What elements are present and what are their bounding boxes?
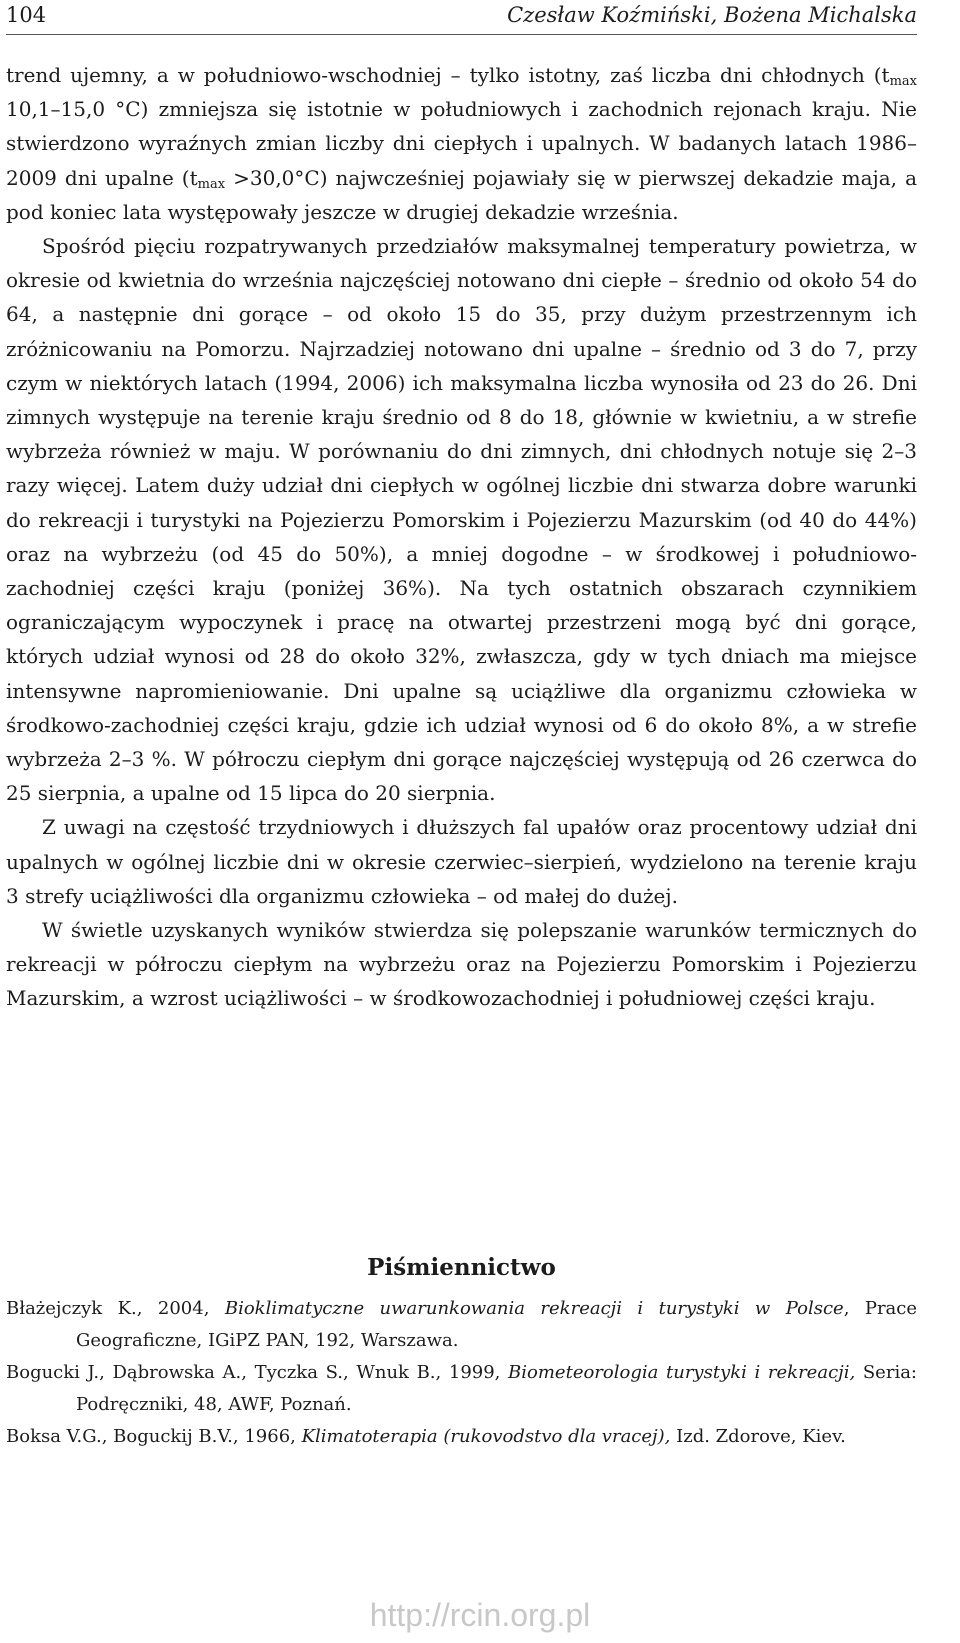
reference-authors: Bogucki J., Dąbrowska A., Tyczka S., Wnuk B., 1999,: [6, 1362, 509, 1383]
paragraph-1-part-b: 10,1–15,0 °C) zmniejsza się istotnie w południowych i zachodnich rejonach kraju. Nie stwierdzono wyraźnych zmian liczby dni ciepłych i upalnych. W badanych latach 1986–2009 dni upalne (t: [6, 97, 917, 190]
reference-publisher: Seria: Podręczniki, 48, AWF, Poznań.: [76, 1362, 917, 1415]
subscript-max: max: [197, 176, 226, 192]
reference-item: [6, 1357, 917, 1421]
reference-publisher: Izd. Zdorove, Kiev.: [670, 1426, 846, 1447]
reference-publisher: , Prace Geograficzne, IGiPZ PAN, 192, Warszawa.: [76, 1298, 918, 1351]
footer-url: http://rcin.org.pl: [369, 1597, 591, 1633]
reference-authors: Błażejczyk K., 2004,: [6, 1298, 225, 1319]
reference-item: [6, 1421, 917, 1453]
paragraph-1-part-c: >30,0°C) najwcześniej pojawiały się w pierwszej dekadzie maja, a pod koniec lata występowały jeszcze w drugiej dekadzie września.: [6, 165, 917, 224]
paragraph-1-part-a: trend ujemny, a w południowo-wschodniej – tylko istotny, zaś liczba dni chłodnych (t: [6, 63, 890, 87]
paragraph-3: Z uwagi na częstość trzydniowych i dłuższych fal upałów oraz procentowy udział dni upalnych w ogólnej liczbie dni w okresie czerwiec–sierpień, wydzielono na terenie kraju 3 strefy uciążliwości dla organizmu człowieka – od małej do dużej.: [6, 815, 917, 908]
subscript-max: max: [889, 74, 917, 89]
running-head: Czesław Koźmiński, Bożena Michalska: [507, 3, 917, 27]
paragraph-2: Spośród pięciu rozpatrywanych przedziałów maksymalnej temperatury powietrza, w okresie od kwietnia do września najczęściej notowano dni ciepłe – średnio od około 54 do 64, a następnie dni gorące – od około 15 do 35, przy dużym przestrzennym ich zróżnicowaniu na Pomorzu. Najrzadziej notowano dni upalne – średnio od 3 do 7, przy czym w niektórych latach (1994, 2006) ich maksymalna liczba wynosiła od 23 do 26. Dni zimnych występuje na terenie kraju średnio od 8 do 18, głównie w kwietniu, a w strefie wybrzeża również w maju. W porównaniu do dni zimnych, dni chłodnych notuje się 2–3 razy więcej. Latem duży udział dni ciepłych w ogólnej liczbie dni stwarza dobre warunki do rekreacji i turystyki na Pojezierzu Pomorskim i Pojezierzu Mazurskim (od 40 do 44%) oraz na wybrzeżu (od 45 do 50%), a mniej dogodne – w środkowej i południowo-zachodniej części kraju (poniżej 36%). Na tych ostatnich obszarach czynnikiem ograniczającym wypoczynek i pracę na otwartej przestrzeni mogą być dni gorące, których udział wynosi od 28 do około 32%, zwłaszcza, gdy w tych dniach ma miejsce intensywne napromieniowanie. Dni upalne są uciążliwe dla organizmu człowieka w środkowo-zachodniej części kraju, gdzie ich udział wynosi od 6 do około 8%, a w strefie wybrzeża 2–3 %. W półroczu ciepłym dni gorące najczęściej występują od 26 czerwca do 25 sierpnia, a upalne od 15 lipca do 20 sierpnia.: [6, 234, 917, 806]
page-number: 104: [6, 3, 47, 27]
reference-list: [6, 1293, 917, 1453]
reference-item: [6, 1293, 917, 1357]
section-title-bibliography: Piśmiennictwo: [367, 1254, 556, 1281]
reference-authors: Boksa V.G., Boguckij B.V., 1966,: [6, 1426, 302, 1447]
paragraph-4: W świetle uzyskanych wyników stwierdza się polepszanie warunków termicznych do rekreacji w półroczu ciepłym na wybrzeżu oraz na Pojezierzu Pomorskim i Pojezierzu Mazurskim, a wzrost uciążliwości – w środkowozachodniej i południowej części kraju.: [6, 918, 917, 1011]
reference-title: Biometeorologia turystyki i rekreacji,: [508, 1362, 856, 1383]
reference-title: Klimatoterapia (rukovodstvo dla vracej),: [301, 1426, 671, 1447]
paragraph-1: [6, 58, 917, 229]
page-header: [6, 0, 917, 35]
reference-title: Bioklimatyczne uwarunkowania rekreacji i turystyki w Polsce: [224, 1298, 844, 1319]
body-text: [6, 58, 917, 1016]
